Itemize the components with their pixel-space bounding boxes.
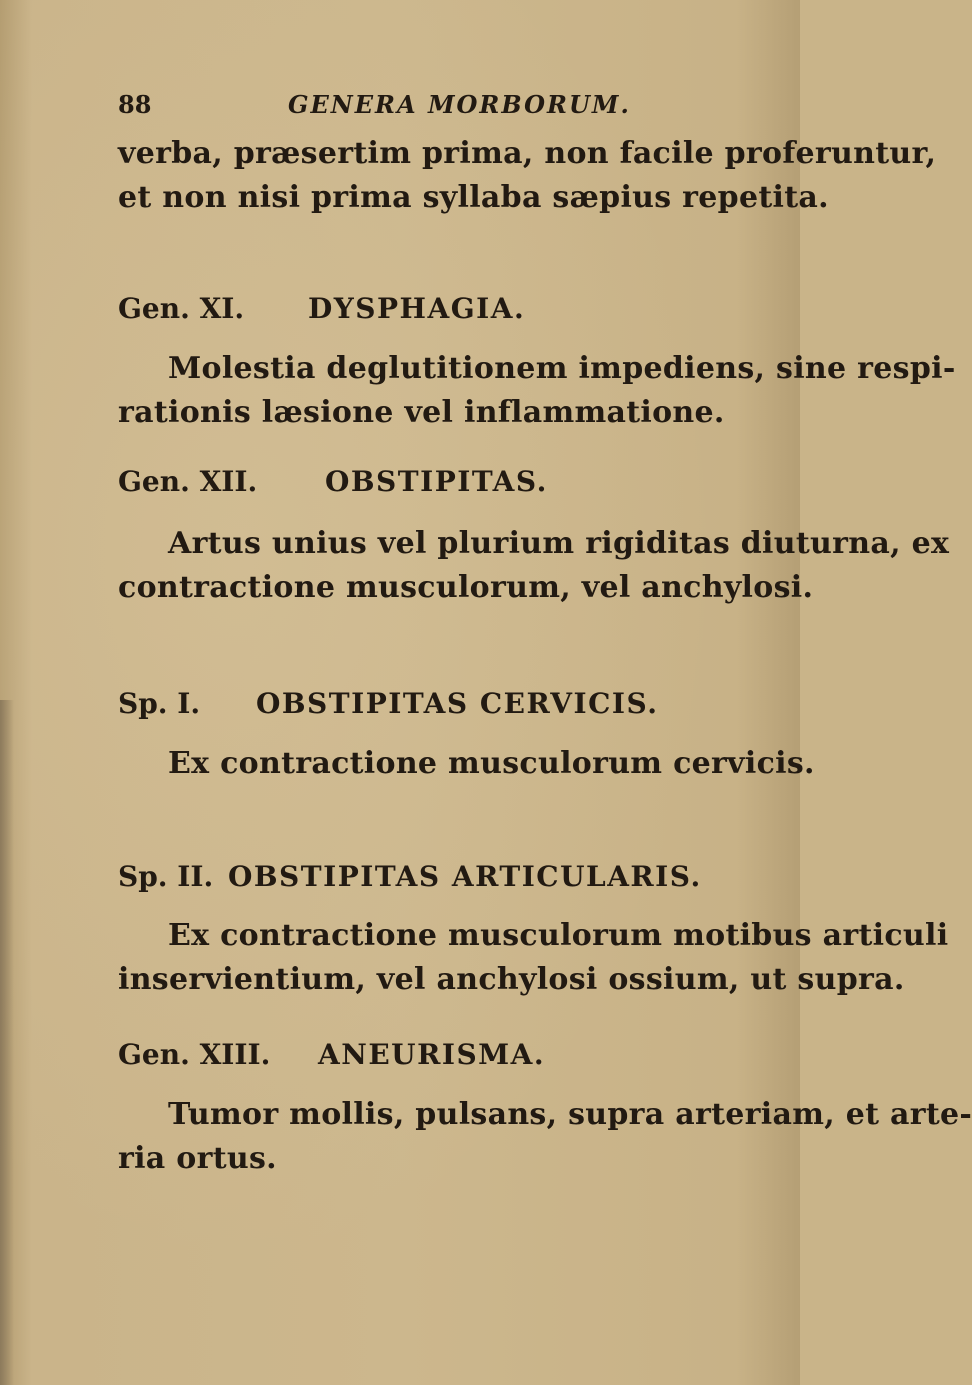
entry-definition-obstipitas (118, 522, 950, 610)
running-title: GENERA MORBORUM. (288, 90, 631, 119)
entry-name: OBSTIPITAS CERVICIS. (256, 687, 659, 720)
text-line: ria ortus. (118, 1141, 277, 1176)
entry-definition-aneurisma (118, 1093, 972, 1181)
text-line: Tumor mollis, pulsans, supra arteriam, et arte- (168, 1097, 972, 1132)
text-line: verba, præsertim prima, non facile proferuntur, (118, 136, 937, 171)
text-line: Ex contractione musculorum motibus articuli (168, 918, 949, 953)
text-line: Molestia deglutitionem impediens, sine respi- (168, 351, 956, 386)
text-line: inservientium, vel anchylosi ossium, ut supra. (118, 962, 905, 997)
page-edge-shadow (0, 700, 14, 1385)
text-line: Ex contractione musculorum cervicis. (168, 746, 815, 781)
entry-number: Sp. II. (118, 860, 214, 893)
entry-name: ANEURISMA. (318, 1038, 546, 1071)
intro-paragraph (118, 132, 937, 220)
text-line: Artus unius vel plurium rigiditas diuturna, ex (168, 526, 950, 561)
entry-number: Gen. XII. (118, 465, 258, 498)
text-line: et non nisi prima syllaba sæpius repetita. (118, 180, 829, 215)
text-line: rationis læsione vel inflammatione. (118, 395, 725, 430)
entry-definition-dysphagia (118, 347, 956, 435)
entry-number: Gen. XIII. (118, 1038, 271, 1071)
entry-number: Sp. I. (118, 687, 201, 720)
running-head (118, 90, 678, 130)
page-number: 88 (118, 90, 152, 119)
entry-definition-obstipitas-cervicis (118, 742, 815, 786)
entry-name: DYSPHAGIA. (308, 292, 526, 325)
entry-name: OBSTIPITAS. (325, 465, 548, 498)
entry-name: OBSTIPITAS ARTICULARIS. (228, 860, 702, 893)
text-line: contractione musculorum, vel anchylosi. (118, 570, 814, 605)
entry-number: Gen. XI. (118, 292, 245, 325)
entry-definition-obstipitas-articularis (118, 914, 949, 1002)
